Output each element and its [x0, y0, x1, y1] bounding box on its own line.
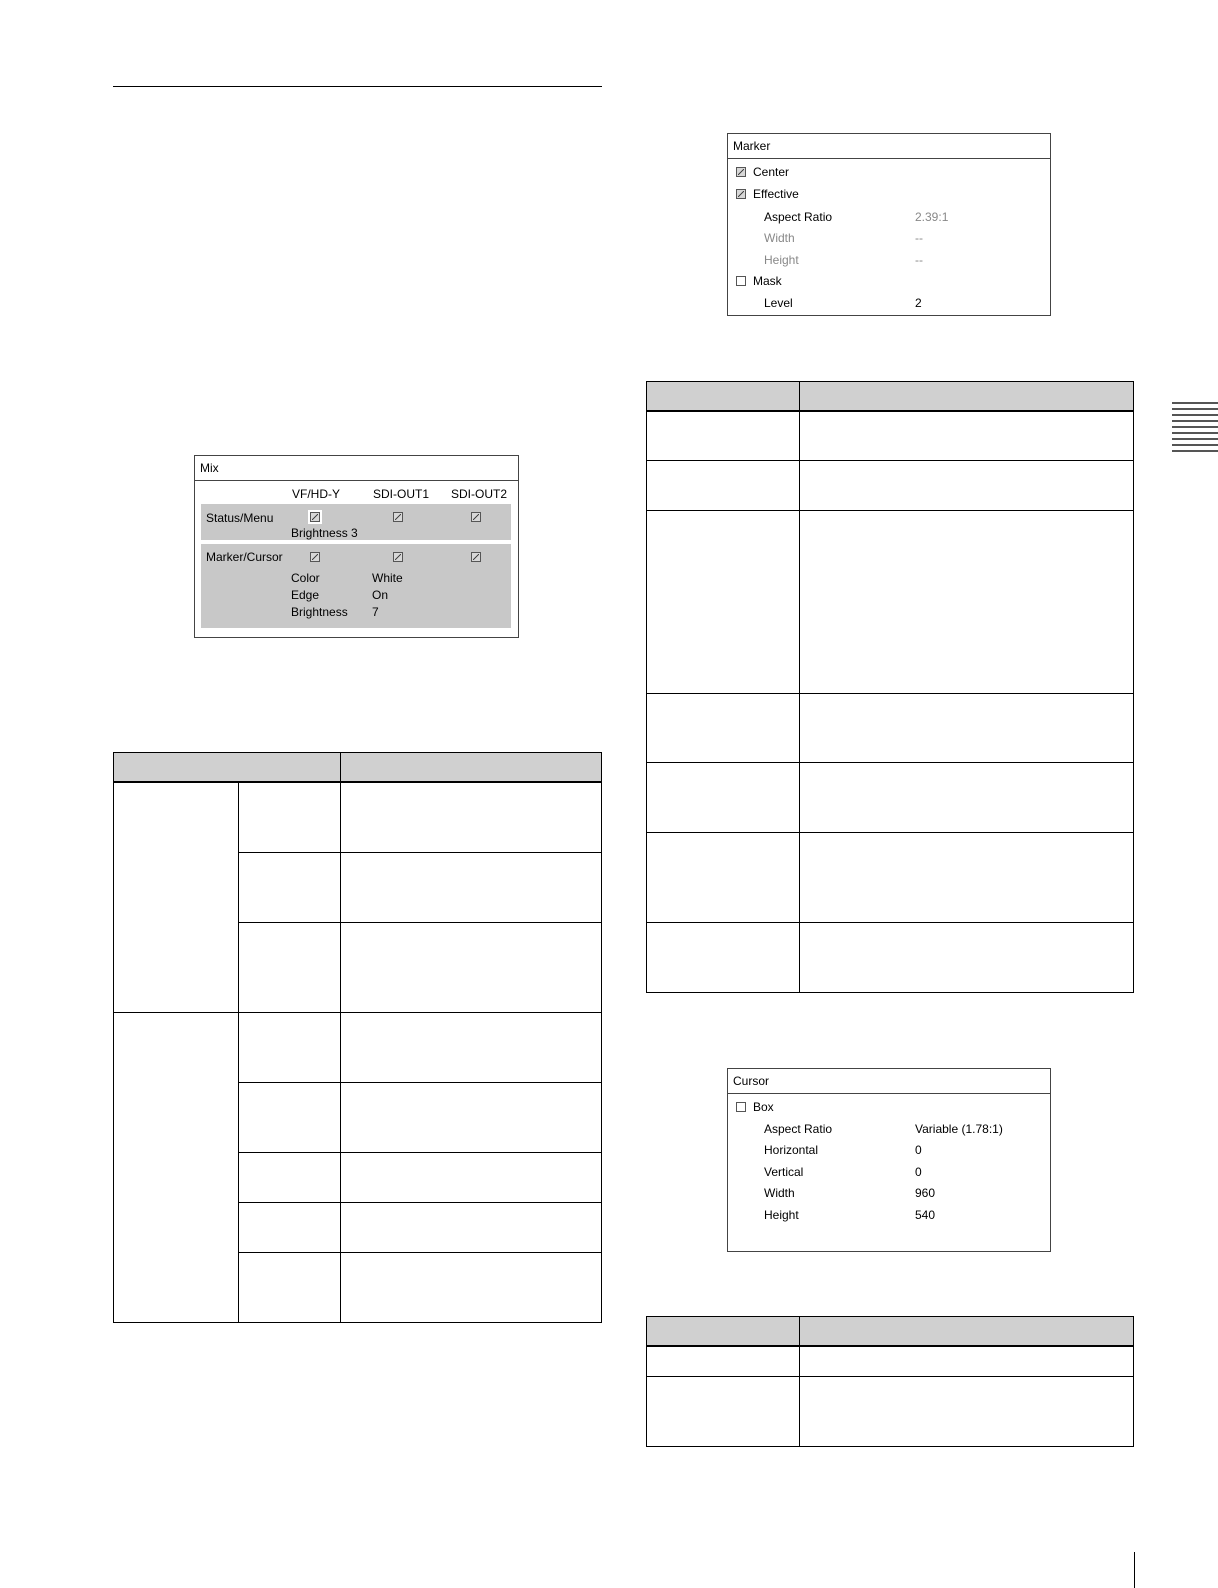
index-line: [1172, 438, 1218, 440]
cursor-table-row: [646, 1346, 800, 1377]
index-line: [1172, 420, 1218, 422]
status-menu-sdi2-checkbox[interactable]: [471, 512, 481, 522]
cursor-height-label: Height: [764, 1208, 799, 1222]
marker-table-row: [646, 832, 800, 923]
width-label: Width: [764, 231, 795, 245]
mix-col-vf-hd-y: VF/HD-Y: [292, 487, 340, 501]
marker-cursor-sdi2-checkbox[interactable]: [471, 552, 481, 562]
index-line: [1172, 402, 1218, 404]
left-table-row: [340, 1252, 602, 1323]
marker-brightness-label: Brightness: [291, 605, 348, 619]
level-label: Level: [764, 296, 793, 310]
left-table-row: [340, 782, 602, 853]
cursor-horizontal-value[interactable]: 0: [915, 1143, 922, 1157]
left-table-row: [238, 1202, 341, 1253]
left-table-row: [238, 1012, 341, 1083]
status-menu-sdi1-checkbox[interactable]: [393, 512, 403, 522]
left-table-row: [340, 922, 602, 1013]
cursor-table-row: [799, 1346, 1134, 1377]
left-table-row: [238, 922, 341, 1013]
left-table-row: [340, 1152, 602, 1203]
left-table-header-1: [113, 752, 341, 783]
cursor-width-value[interactable]: 960: [915, 1186, 936, 1200]
cursor-panel: [727, 1068, 1051, 1252]
effective-label: Effective: [753, 187, 799, 201]
marker-table-row: [646, 922, 800, 993]
mix-panel-title: Mix: [195, 456, 518, 481]
status-menu-vf-checkbox[interactable]: [310, 512, 320, 522]
center-label: Center: [753, 165, 790, 179]
mask-checkbox[interactable]: [736, 276, 746, 286]
box-checkbox[interactable]: [736, 1102, 746, 1112]
left-table-row: [340, 1202, 602, 1253]
cursor-table-row: [799, 1376, 1134, 1447]
marker-table-row: [646, 411, 800, 461]
left-table-row: [238, 1152, 341, 1203]
cursor-aspect-ratio-value[interactable]: Variable (1.78:1): [915, 1122, 1003, 1136]
mix-col-sdi-out1: SDI-OUT1: [373, 487, 430, 501]
marker-table-header-1: [646, 381, 800, 412]
index-line: [1172, 432, 1218, 434]
marker-cursor-vf-checkbox[interactable]: [310, 552, 320, 562]
cursor-aspect-ratio-label: Aspect Ratio: [764, 1122, 833, 1136]
width-value: --: [915, 231, 923, 245]
index-line: [1172, 450, 1218, 452]
cursor-vertical-value[interactable]: 0: [915, 1165, 922, 1179]
cursor-table-row: [646, 1376, 800, 1447]
marker-table-row: [799, 510, 1134, 694]
aspect-ratio-value[interactable]: 2.39:1: [915, 210, 949, 224]
page-footer-rule: [1134, 1552, 1135, 1588]
marker-table-row: [646, 693, 800, 763]
cursor-panel-title: Cursor: [728, 1069, 1050, 1094]
marker-table-row: [799, 460, 1134, 511]
mix-panel: [194, 455, 519, 638]
left-table-row: [238, 852, 341, 923]
left-table-row: [340, 1012, 602, 1083]
index-line: [1172, 444, 1218, 446]
marker-color-value[interactable]: White: [372, 571, 403, 585]
left-table-group-2: [113, 1012, 239, 1323]
left-table-row: [238, 1082, 341, 1153]
marker-table-row: [799, 693, 1134, 763]
box-label: Box: [753, 1100, 774, 1114]
top-rule: [113, 86, 602, 87]
marker-table-row: [646, 460, 800, 511]
index-line: [1172, 414, 1218, 416]
marker-color-label: Color: [291, 571, 320, 585]
marker-table-row: [799, 411, 1134, 461]
status-menu-brightness[interactable]: Brightness 3: [291, 526, 358, 540]
center-checkbox[interactable]: [736, 167, 746, 177]
index-line: [1172, 408, 1218, 410]
marker-brightness-value[interactable]: 7: [372, 605, 379, 619]
marker-edge-value[interactable]: On: [372, 588, 389, 602]
left-table-row: [340, 852, 602, 923]
aspect-ratio-label: Aspect Ratio: [764, 210, 833, 224]
marker-panel: [727, 133, 1051, 316]
cursor-table-header-2: [799, 1316, 1134, 1347]
left-table-header-2: [340, 752, 602, 783]
marker-table-row: [646, 510, 800, 694]
left-table-row: [238, 1252, 341, 1323]
height-value: --: [915, 253, 923, 267]
marker-cursor-row: [201, 544, 511, 628]
index-line: [1172, 426, 1218, 428]
left-table-row: [238, 782, 341, 853]
left-table-group-1: [113, 782, 239, 1013]
mix-col-sdi-out2: SDI-OUT2: [451, 487, 508, 501]
cursor-height-value[interactable]: 540: [915, 1208, 936, 1222]
marker-table-header-2: [799, 381, 1134, 412]
marker-table-row: [799, 832, 1134, 923]
mask-label: Mask: [753, 274, 782, 288]
status-menu-label: Status/Menu: [206, 511, 274, 525]
marker-cursor-label: Marker/Cursor: [206, 550, 283, 564]
marker-panel-title: Marker: [728, 134, 1050, 159]
effective-checkbox[interactable]: [736, 189, 746, 199]
cursor-vertical-label: Vertical: [764, 1165, 804, 1179]
cursor-table-header-1: [646, 1316, 800, 1347]
marker-edge-label: Edge: [291, 588, 320, 602]
marker-table-row: [799, 762, 1134, 833]
marker-cursor-sdi1-checkbox[interactable]: [393, 552, 403, 562]
status-menu-row: [201, 504, 511, 540]
cursor-horizontal-label: Horizontal: [764, 1143, 819, 1157]
marker-table-row: [646, 762, 800, 833]
level-value[interactable]: 2: [915, 296, 922, 310]
cursor-width-label: Width: [764, 1186, 795, 1200]
height-label: Height: [764, 253, 799, 267]
marker-table-row: [799, 922, 1134, 993]
left-table-row: [340, 1082, 602, 1153]
